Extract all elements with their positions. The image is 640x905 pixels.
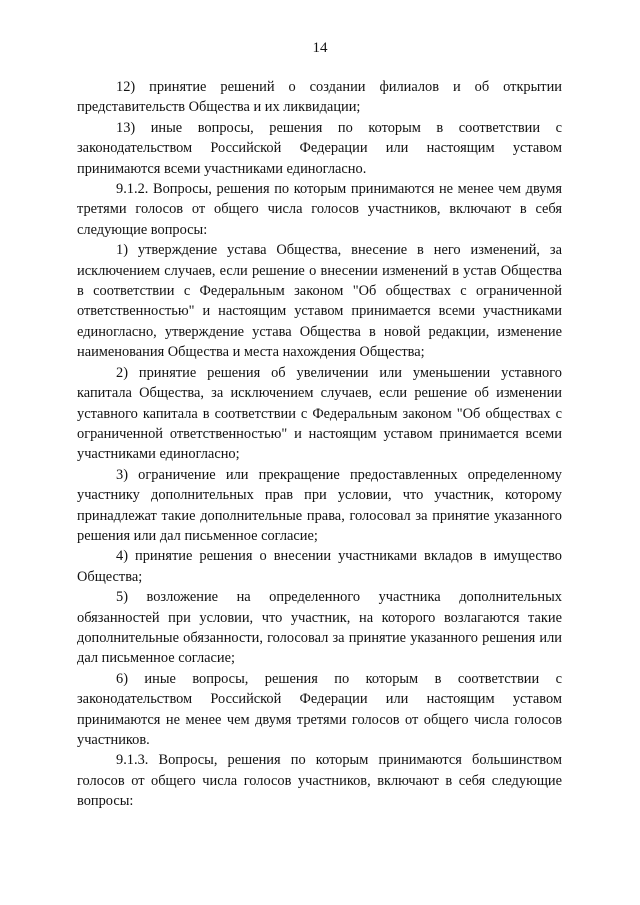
- document-body: [77, 77, 562, 812]
- paragraph-item-6: 6) иные вопросы, решения по которым в соответствии с законодательством Российской Федерации или настоящим уставом принимаются не менее чем двумя третями голосов от общего числа голосов участников.: [77, 670, 562, 748]
- paragraph-item-1: 1) утверждение устава Общества, внесение в него изменений, за исключением случаев, если решение о внесении изменений в устав Общества в соответствии с Федеральным законом "Об обществах с ограниченной ответственностью" и настоящим уставом принимается всеми участниками единогласно, утверждение устава Общества в новой редакции, изменение наименования Общества и места нахождения Общества;: [77, 242, 562, 361]
- paragraph-section-9-1-3: 9.1.3. Вопросы, решения по которым принимаются большинством голосов от общего числа голосов участников, включают в себя следующие вопросы:: [77, 752, 562, 810]
- paragraph-item-13: 13) иные вопросы, решения по которым в соответствии с законодательством Российской Федерации или настоящим уставом принимаются всеми участниками единогласно.: [77, 119, 562, 177]
- paragraph-section-9-1-2: 9.1.2. Вопросы, решения по которым принимаются не менее чем двумя третями голосов от общего числа голосов участников, включают в себя следующие вопросы:: [77, 181, 562, 238]
- page-number: 14: [312, 40, 328, 56]
- paragraph-item-3: 3) ограничение или прекращение предоставленных определенному участнику дополнительных прав при условии, что участник, которому принадлежат такие дополнительные права, голосовал за принятие указанного решения или дал письменное согласие;: [77, 466, 562, 544]
- paragraph-item-2: 2) принятие решения об увеличении или уменьшении уставного капитала Общества, за исключением случаев, если решение об изменении уставного капитала в соответствии с Федеральным законом "Об обществах с ограниченной ответственностью" и настоящим уставом принимается всеми участниками единогласно;: [77, 364, 562, 463]
- paragraph-item-5: 5) возложение на определенного участника дополнительных обязанностей при условии, что участник, на которого возлагаются такие дополнительные обязанности, голосовал за принятие указанного решения или дал письменное согласие;: [77, 589, 562, 667]
- paragraph-item-12: 12) принятие решений о создании филиалов и об открытии представительств Общества и их ликвидации;: [77, 79, 562, 116]
- paragraph-item-4: 4) принятие решения о внесении участниками вкладов в имущество Общества;: [77, 548, 562, 585]
